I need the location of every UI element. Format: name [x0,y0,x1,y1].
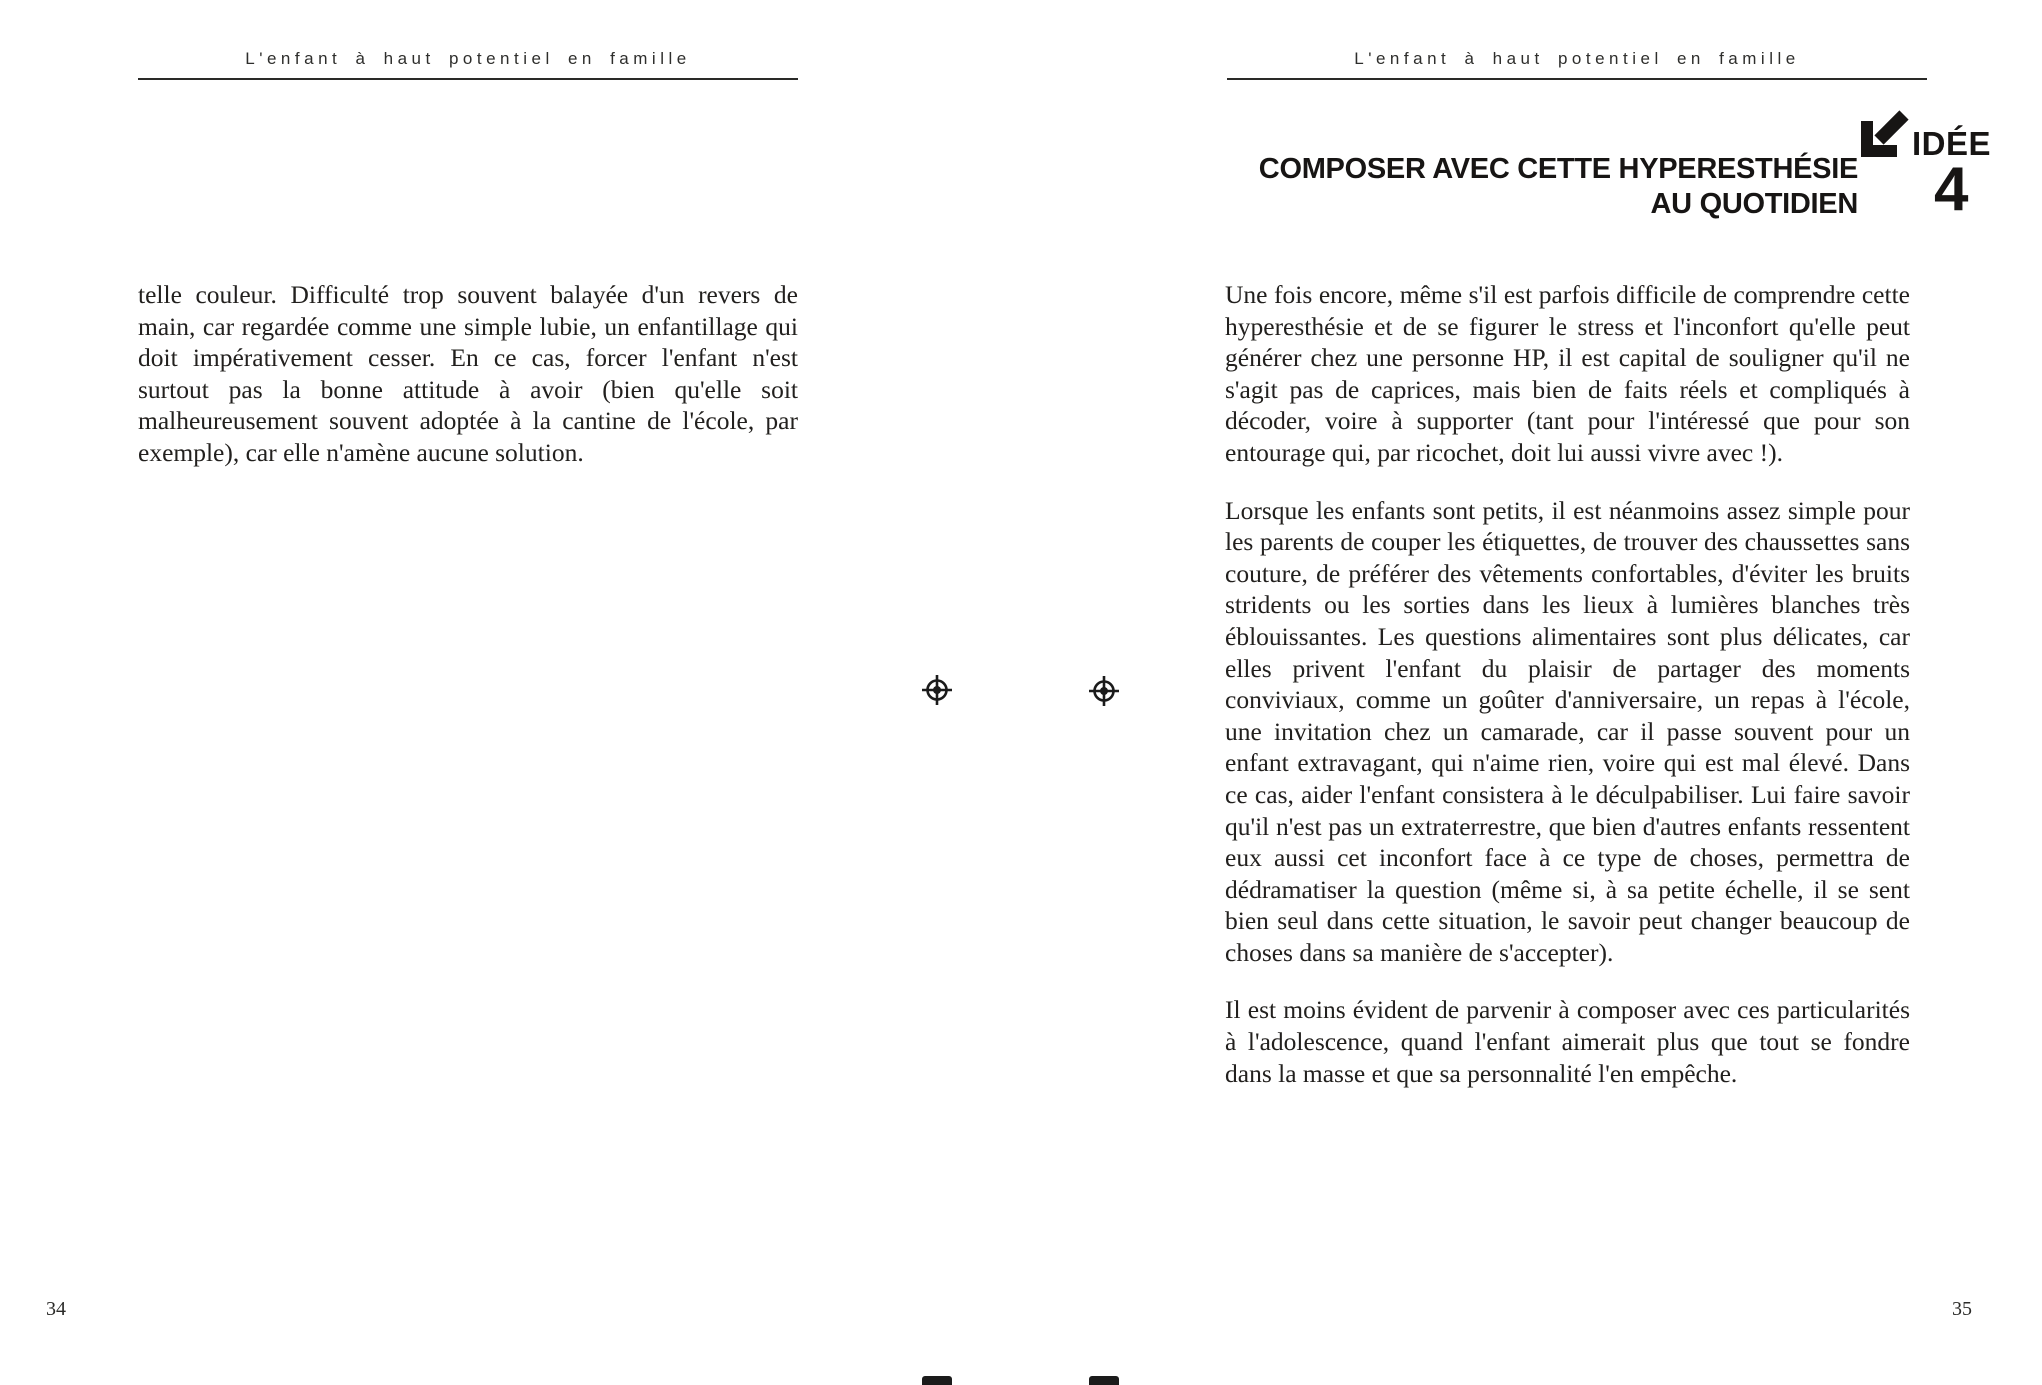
idea-number: 4 [1934,155,1969,224]
body-paragraph: Lorsque les enfants sont petits, il est néanmoins assez simple pour les parents de couper les étiquettes, de trouver des chaussettes sans couture, de préférer des vêtements confortables, d'éviter les bruits stridents ou les sorties dans les lieux à lumières blanches très éblouissantes. Les questions alimentaires sont plus délicates, car elles privent l'enfant du plaisir de partager des moments conviviaux, comme un goûter d'anniversaire, un repas à l'école, une invitation chez un camarade, car il passe souvent pour un enfant extravagant, qui n'aime rien, voire qui est mal élevé. Dans ce cas, aider l'enfant consistera à le déculpabiliser. Lui faire savoir qu'il n'est pas un extraterrestre, que bien d'autres enfants ressentent eux aussi cet inconfort face à ce type de choses, permettra de dédramatiser la question (même si, à sa petite échelle, il se sent bien seul dans cette situation, le savoir peut changer beaucoup de choses dans sa manière de s'accepter). [1225,495,1910,967]
registration-mark-icon [922,675,952,705]
right-body-column [1225,279,1910,1089]
idea-badge [1858,108,2028,224]
chapter-title-line2: AU QUOTIDIEN [1650,188,1858,220]
body-paragraph: telle couleur. Difficulté trop souvent balayée d'un revers de main, car regardée comme une simple lubie, un enfantillage qui doit impérativement cesser. En ce cas, forcer l'enfant n'est surtout pas la bonne attitude à avoir (bien qu'elle soit malheureusement souvent adoptée à la cantine de l'école, par exemple), car elle n'amène aucune solution. [138,280,798,467]
running-head-left: L'enfant à haut potentiel en famille [138,44,798,80]
page-number-right: 35 [1952,1298,1972,1320]
running-head-right: L'enfant à haut potentiel en famille [1227,44,1927,80]
body-paragraph: Une fois encore, même s'il est parfois difficile de comprendre cette hyperesthésie et de se figurer le stress et l'inconfort qu'elle peut générer chez une personne HP, il est capital de souligner qu'il ne s'agit pas de caprices, mais bien de faits réels et compliqués à décoder, voire à supporter (tant pour l'intéressé que pour son entourage qui, par ricochet, doit lui aussi vivre avec !). [1225,280,1910,467]
idea-badge-row [1858,108,2028,160]
chapter-title [1259,152,1858,222]
registration-mark-icon [1089,676,1119,706]
body-paragraph: Il est moins évident de parvenir à composer avec ces particularités à l'adolescence, quand l'enfant aimerait plus que tout se fondre dans la masse et que sa personnalité l'en empêche. [1225,995,1910,1088]
registration-mark-cutoff-icon [922,1376,952,1385]
idea-label: IDÉE [1912,125,1992,162]
down-left-arrow-icon [1858,108,1910,160]
left-body-column [138,279,798,469]
chapter-title-line1: COMPOSER AVEC CETTE HYPERESTHÉSIE [1258,153,1858,185]
registration-mark-cutoff-icon [1089,1376,1119,1385]
page-number-left: 34 [46,1298,66,1320]
